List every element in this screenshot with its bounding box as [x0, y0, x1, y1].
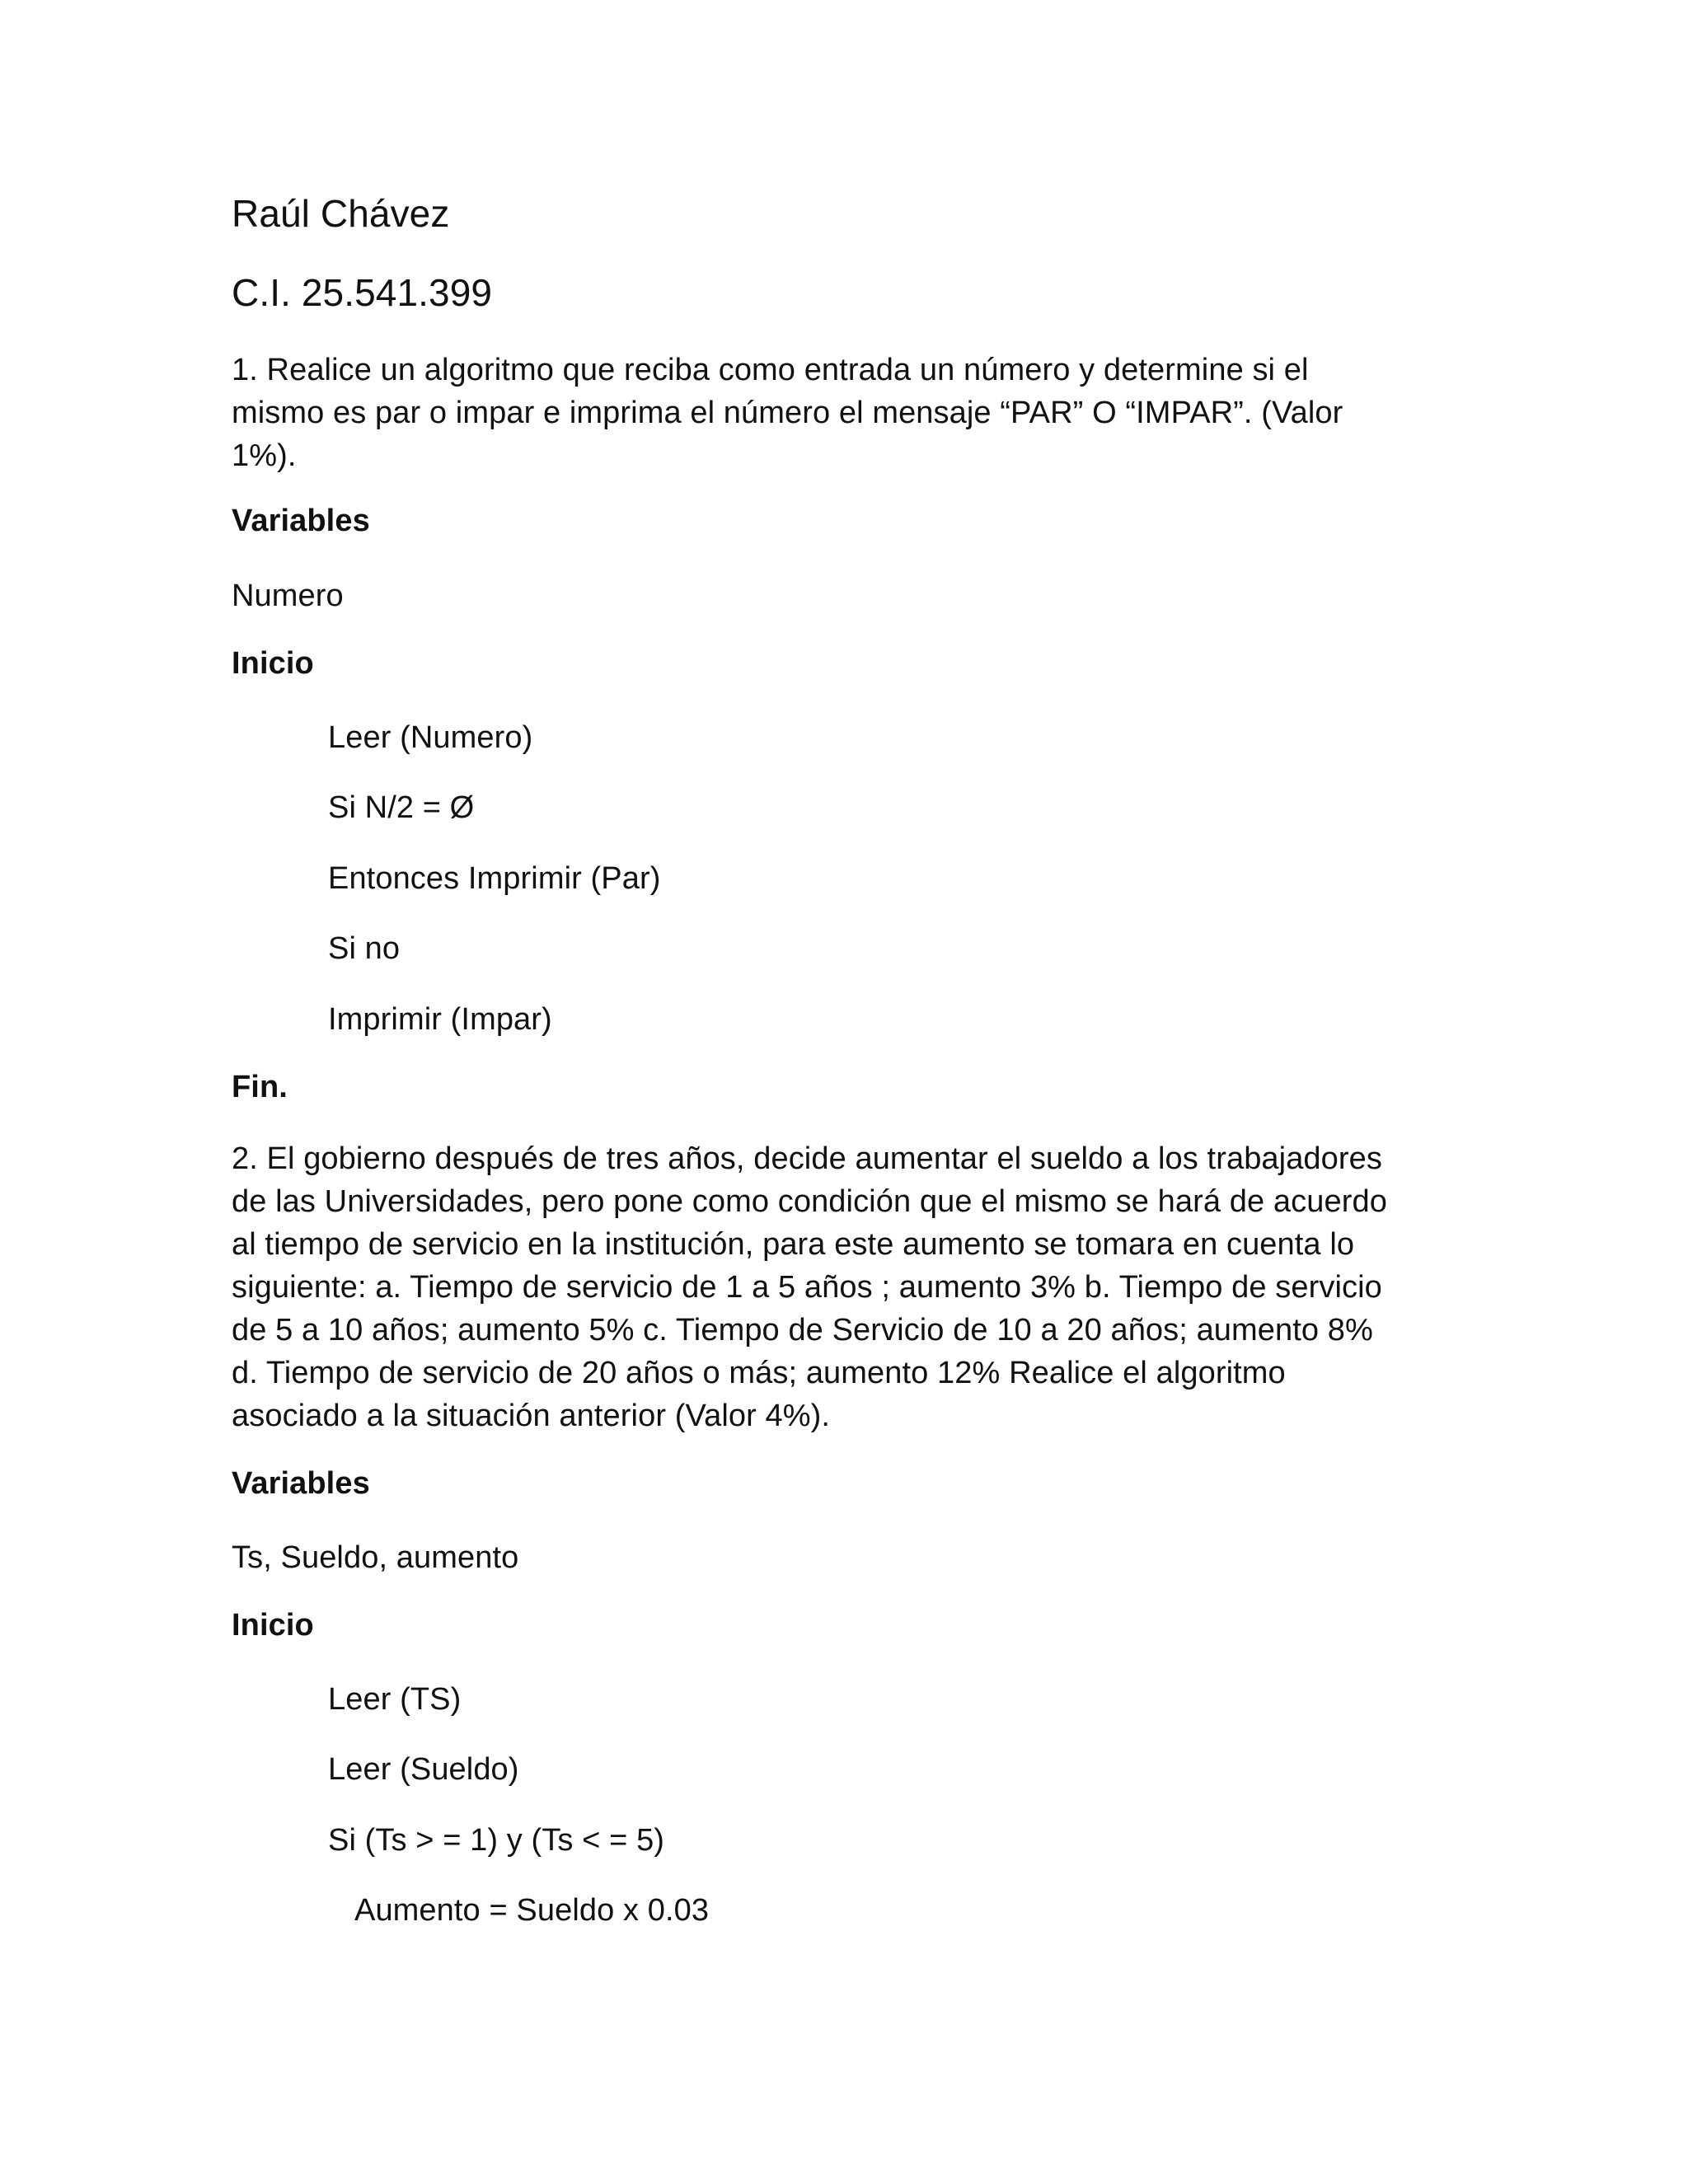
- q1-step: Imprimir (Impar): [328, 1002, 552, 1037]
- q1-step: Leer (Numero): [328, 720, 533, 755]
- q2-variables: Ts, Sueldo, aumento: [232, 1540, 519, 1575]
- q1-step: Si no: [328, 931, 401, 966]
- q1-inicio-heading: Inicio: [232, 646, 314, 681]
- student-name: Raúl Chávez: [232, 192, 450, 235]
- q1-step: Si N/2 = Ø: [328, 790, 475, 825]
- q2-statement-line: d. Tiempo de servicio de 20 años o más; aumento 12% Realice el algoritmo: [232, 1356, 1286, 1390]
- q2-step: Si (Ts > = 1) y (Ts < = 5): [328, 1823, 665, 1858]
- q2-step: Leer (TS): [328, 1682, 462, 1717]
- q1-step: Entonces Imprimir (Par): [328, 861, 661, 896]
- q1-variables-heading: Variables: [232, 504, 370, 538]
- q2-statement-line: al tiempo de servicio en la institución, para este aumento se tomara en cuenta lo: [232, 1227, 1355, 1262]
- student-id: C.I. 25.541.399: [232, 271, 493, 314]
- q2-variables-heading: Variables: [232, 1466, 370, 1501]
- q2-statement-line: 2. El gobierno después de tres años, decide aumentar el sueldo a los trabajadores: [232, 1141, 1382, 1176]
- q2-statement-line: siguiente: a. Tiempo de servicio de 1 a 5 años ; aumento 3% b. Tiempo de servicio: [232, 1270, 1382, 1305]
- q1-statement-line: 1. Realice un algoritmo que reciba como entrada un número y determine si el: [232, 353, 1309, 387]
- q1-statement-line: 1%).: [232, 438, 297, 473]
- q2-step: Leer (Sueldo): [328, 1752, 519, 1787]
- q2-statement-line: asociado a la situación anterior (Valor 4%).: [232, 1399, 831, 1433]
- q1-statement-line: mismo es par o impar e imprima el número el mensaje “PAR” O “IMPAR”. (Valor: [232, 396, 1343, 430]
- q2-statement-line: de las Universidades, pero pone como condición que el mismo se hará de acuerdo: [232, 1184, 1387, 1219]
- q2-inicio-heading: Inicio: [232, 1608, 314, 1643]
- q1-variables: Numero: [232, 579, 344, 613]
- q2-step: Aumento = Sueldo x 0.03: [354, 1893, 710, 1928]
- q1-fin: Fin.: [232, 1070, 288, 1104]
- q2-statement-line: de 5 a 10 años; aumento 5% c. Tiempo de Servicio de 10 a 20 años; aumento 8%: [232, 1313, 1373, 1347]
